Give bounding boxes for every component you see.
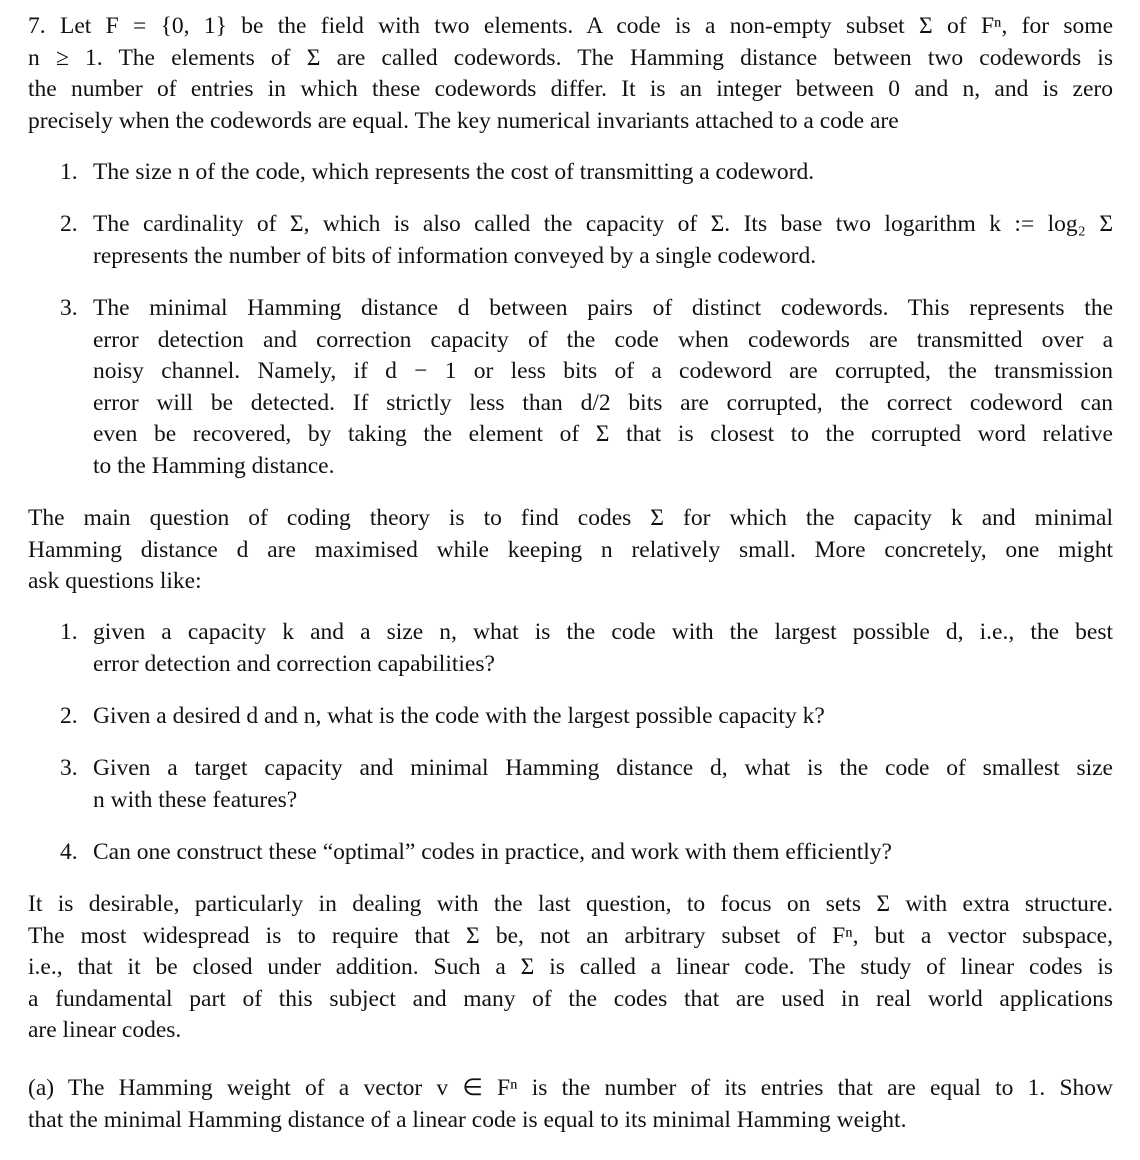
item-number: 4. bbox=[60, 839, 78, 865]
item-number: 3. bbox=[60, 755, 78, 781]
question-item bbox=[60, 701, 1113, 733]
text-line: the number of entries in which these codewords differ. It is an integer between 0 and n, and is zero bbox=[28, 76, 1113, 102]
item-body bbox=[93, 753, 1113, 816]
text-line: Given a desired d and n, what is the code with the largest possible capacity k? bbox=[93, 703, 825, 729]
text-line: Given a target capacity and minimal Hamming distance d, what is the code of smallest size bbox=[93, 755, 1113, 781]
text-line: Hamming distance d are maximised while keeping n relatively small. More concretely, one might bbox=[28, 536, 1113, 563]
item-body bbox=[93, 701, 1113, 733]
invariant-item bbox=[60, 209, 1113, 272]
item-number: 1. bbox=[60, 619, 78, 645]
text-line: error detection and correction capacity of the code when codewords are transmitted over a bbox=[93, 326, 1113, 353]
item-number: 3. bbox=[60, 295, 78, 321]
question-item bbox=[60, 753, 1113, 816]
text-line: to the Hamming distance. bbox=[93, 452, 335, 479]
intro-paragraph bbox=[28, 11, 1113, 137]
invariant-item bbox=[60, 157, 1113, 189]
text-line: ask questions like: bbox=[28, 568, 202, 594]
item-body bbox=[93, 837, 1113, 869]
text-line: precisely when the codewords are equal. The key numerical invariants attached to a code are bbox=[28, 107, 899, 134]
text-line: The main question of coding theory is to find codes Σ for which the capacity k and minimal bbox=[28, 505, 1113, 531]
question-item bbox=[60, 617, 1113, 680]
text-line: (a) The Hamming weight of a vector v ∈ Fⁿ is the number of its entries that are equal to 1. Show bbox=[28, 1075, 1113, 1101]
linear-codes-paragraph bbox=[28, 889, 1113, 1047]
text-line: 7. Let F = {0, 1} be the field with two elements. A code is a non-empty subset Σ of Fⁿ, for some bbox=[28, 13, 1113, 39]
text-line: that the minimal Hamming distance of a linear code is equal to its minimal Hamming weight. bbox=[28, 1106, 907, 1133]
text-line: given a capacity k and a size n, what is the code with the largest possible d, i.e., the best bbox=[93, 619, 1113, 645]
text-line: error detection and correction capabilities? bbox=[93, 650, 495, 677]
item-number: 2. bbox=[60, 211, 78, 237]
item-body bbox=[93, 293, 1113, 482]
text-line: The minimal Hamming distance d between pairs of distinct codewords. This represents the bbox=[93, 295, 1113, 321]
text-line: n ≥ 1. The elements of Σ are called codewords. The Hamming distance between two codewords is bbox=[28, 44, 1113, 71]
text-line: The cardinality of Σ, which is also called the capacity of Σ. Its base two logarithm k := log₂ Σ bbox=[93, 211, 1113, 237]
item-number: 1. bbox=[60, 159, 78, 185]
text-line: It is desirable, particularly in dealing with the last question, to focus on sets Σ with extra structure. bbox=[28, 891, 1113, 917]
text-line: error will be detected. If strictly less than d/2 bits are corrupted, the correct codeword can bbox=[93, 389, 1113, 416]
text-line: Can one construct these “optimal” codes in practice, and work with them efficiently? bbox=[93, 839, 892, 865]
text-line: n with these features? bbox=[93, 786, 298, 813]
item-body bbox=[93, 617, 1113, 680]
text-line: a fundamental part of this subject and many of the codes that are used in real world applications bbox=[28, 985, 1113, 1012]
text-line: even be recovered, by taking the element of Σ that is closest to the corrupted word relative bbox=[93, 421, 1113, 447]
text-line: i.e., that it be closed under addition. Such a Σ is called a linear code. The study of linear codes is bbox=[28, 954, 1113, 980]
item-body bbox=[93, 209, 1113, 272]
main-question-paragraph bbox=[28, 503, 1113, 598]
text-line: The size n of the code, which represents the cost of transmitting a codeword. bbox=[93, 159, 815, 185]
invariant-item bbox=[60, 293, 1113, 482]
question-item bbox=[60, 837, 1113, 869]
part-a-paragraph bbox=[28, 1073, 1113, 1136]
text-line: represents the number of bits of information conveyed by a single codeword. bbox=[93, 242, 817, 269]
item-number: 2. bbox=[60, 703, 78, 729]
text-line: noisy channel. Namely, if d − 1 or less bits of a codeword are corrupted, the transmission bbox=[93, 358, 1113, 384]
item-body bbox=[93, 157, 1113, 189]
text-line: The most widespread is to require that Σ be, not an arbitrary subset of Fⁿ, but a vector subspace, bbox=[28, 922, 1113, 949]
text-line: are linear codes. bbox=[28, 1017, 182, 1043]
